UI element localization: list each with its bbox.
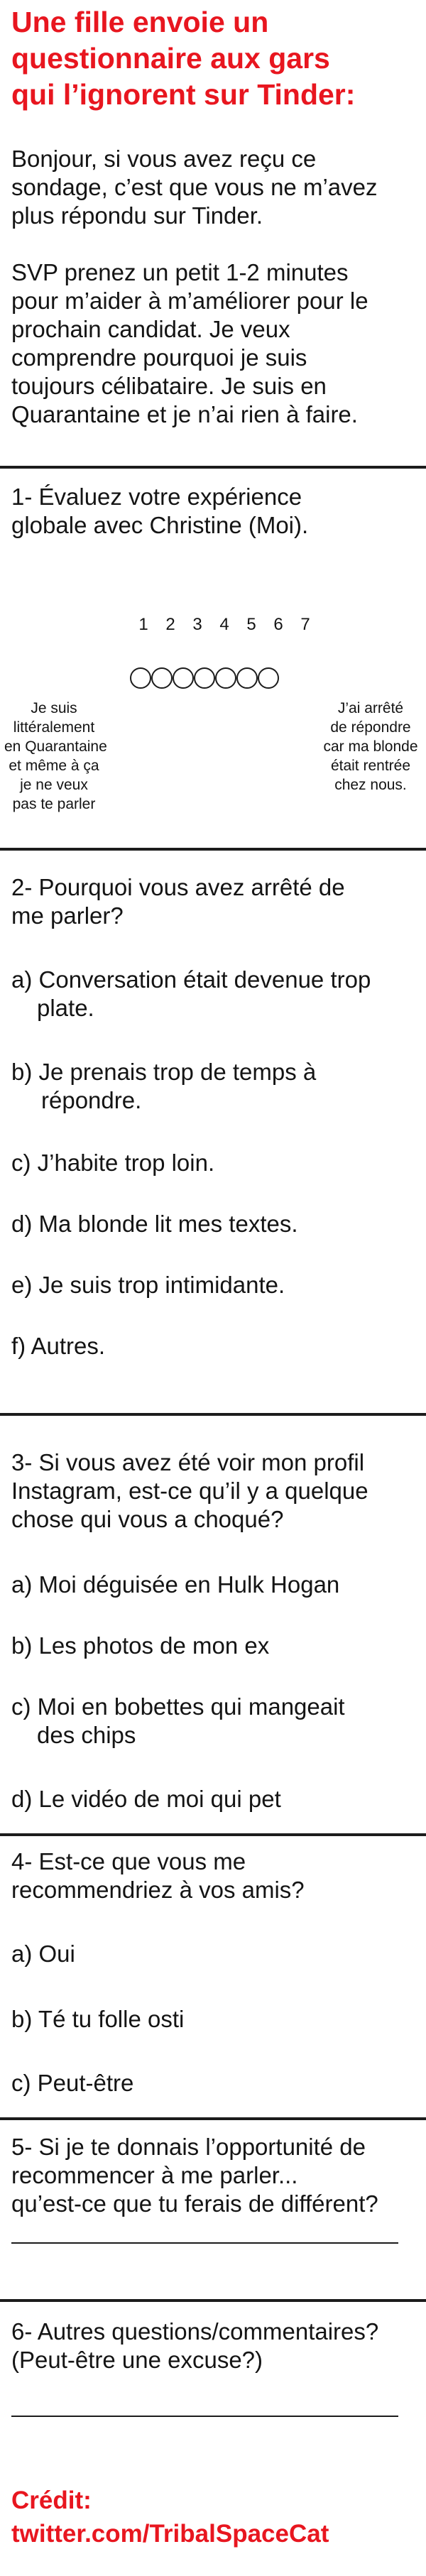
q2-option-f[interactable] [11, 1332, 105, 1360]
anchor-line: je ne veux [20, 777, 88, 793]
option-line: d) Le vidéo de moi qui pet [11, 1786, 281, 1812]
option-line: a) Conversation était devenue trop [11, 966, 371, 993]
section-divider [0, 848, 426, 851]
rating-circle-2[interactable] [151, 667, 173, 689]
anchor-line: pas te parler [12, 796, 96, 812]
question-line: 1- Évaluez votre expérience [11, 484, 302, 510]
anchor-line: et même à ça [9, 758, 99, 774]
rating-circle-4[interactable] [194, 667, 215, 689]
q2-option-c[interactable] [11, 1149, 214, 1177]
q6-answer-line[interactable] [11, 2416, 398, 2417]
question-line: qu’est-ce que tu ferais de différent? [11, 2190, 378, 2217]
question-line: me parler? [11, 902, 124, 929]
q3-option-a[interactable] [11, 1571, 339, 1599]
question-line: recommencer à me parler... [11, 2162, 298, 2188]
option-line: c) Peut-être [11, 2070, 134, 2096]
option-line: répondre. [41, 1087, 142, 1113]
rating-circle-7[interactable] [258, 667, 279, 689]
question-line: globale avec Christine (Moi). [11, 512, 309, 538]
anchor-line: J’ai arrêté [337, 700, 404, 716]
question-line: chose qui vous a choqué? [11, 1506, 284, 1532]
option-line: d) Ma blonde lit mes textes. [11, 1211, 298, 1237]
q2-option-b[interactable] [11, 1058, 316, 1115]
q2-option-a[interactable] [11, 966, 371, 1022]
anchor-line: de répondre [330, 719, 411, 736]
intro-line: prochain candidat. Je veux [11, 316, 290, 342]
scale-number-3: 3 [192, 615, 202, 634]
section-divider [0, 466, 426, 469]
anchor-line: littéralement [13, 719, 95, 736]
question-line: 6- Autres questions/commentaires? [11, 2318, 379, 2345]
scale-number-6: 6 [273, 615, 283, 634]
question-6-text [11, 2318, 378, 2374]
anchor-line: en Quarantaine [4, 738, 107, 755]
intro-line: Bonjour, si vous avez reçu ce [11, 146, 317, 172]
option-line: a) Oui [11, 1941, 75, 1967]
q3-option-d[interactable] [11, 1785, 281, 1813]
title-line: questionnaire aux gars [11, 42, 330, 75]
scale-number-1: 1 [138, 615, 148, 634]
option-line: b) Té tu folle osti [11, 2006, 185, 2032]
rating-circle-3[interactable] [173, 667, 194, 689]
question-line: 5- Si je te donnais l’opportunité de [11, 2134, 366, 2160]
rating-circle-5[interactable] [215, 667, 236, 689]
question-2-text [11, 873, 345, 930]
section-divider [0, 2299, 426, 2302]
question-4-text [11, 1848, 305, 1904]
credit-label: Crédit: [11, 2487, 92, 2514]
section-divider [0, 1833, 426, 1836]
anchor-line: était rentrée [330, 758, 411, 774]
question-line: 2- Pourquoi vous avez arrêté de [11, 874, 345, 900]
question-3-text [11, 1448, 368, 1534]
option-line: b) Les photos de mon ex [11, 1632, 270, 1659]
page-title [11, 4, 420, 113]
scale-number-2: 2 [165, 615, 175, 634]
anchor-line: chez nous. [334, 777, 407, 793]
q4-option-a[interactable] [11, 1940, 75, 1968]
rating-scale-numbers [0, 612, 426, 638]
question-line: recommendriez à vos amis? [11, 1877, 305, 1903]
scale-number-7: 7 [300, 615, 310, 634]
intro-line: toujours célibataire. Je suis en [11, 373, 327, 399]
question-line: Instagram, est-ce qu’il y a quelque [11, 1478, 368, 1504]
title-line: Une fille envoie un [11, 6, 269, 38]
question-5-text [11, 2133, 378, 2218]
q2-option-d[interactable] [11, 1210, 298, 1238]
option-line: b) Je prenais trop de temps à [11, 1059, 317, 1085]
credit-block [11, 2484, 329, 2550]
option-line: c) J’habite trop loin. [11, 1150, 215, 1176]
question-1-text [11, 483, 308, 540]
rating-circle-6[interactable] [236, 667, 258, 689]
section-divider [0, 1413, 426, 1416]
intro-line: Quarantaine et je n’ai rien à faire. [11, 401, 358, 427]
credit-handle-link[interactable]: twitter.com/TribalSpaceCat [11, 2520, 329, 2548]
q3-option-c[interactable] [11, 1693, 345, 1750]
scale-number-4: 4 [219, 615, 229, 634]
option-line: c) Moi en bobettes qui mangeait [11, 1693, 345, 1720]
intro-line: plus répondu sur Tinder. [11, 202, 263, 229]
rating-circle-1[interactable] [130, 667, 151, 689]
q5-answer-line[interactable] [11, 2242, 398, 2244]
anchor-line: car ma blonde [323, 738, 418, 755]
title-line: qui l’ignorent sur Tinder: [11, 78, 356, 111]
anchor-line: Je suis [31, 700, 77, 716]
q2-option-e[interactable] [11, 1271, 285, 1299]
intro-line: pour m’aider à m’améliorer pour le [11, 288, 368, 314]
q4-option-c[interactable] [11, 2069, 133, 2097]
scale-number-5: 5 [246, 615, 256, 634]
question-line: 4- Est-ce que vous me [11, 1848, 246, 1874]
scale-high-anchor-label [321, 699, 420, 795]
option-line: des chips [37, 1722, 136, 1748]
scale-low-anchor-label [4, 699, 107, 814]
intro-text [11, 145, 420, 429]
q3-option-b[interactable] [11, 1632, 269, 1660]
section-divider [0, 2117, 426, 2120]
intro-line: SVP prenez un petit 1-2 minutes [11, 259, 349, 285]
intro-line: comprendre pourquoi je suis [11, 344, 307, 371]
option-line: e) Je suis trop intimidante. [11, 1272, 285, 1298]
q4-option-b[interactable] [11, 2005, 184, 2034]
intro-line: sondage, c’est que vous ne m’avez [11, 174, 378, 200]
question-line: 3- Si vous avez été voir mon profil [11, 1449, 365, 1475]
option-line: f) Autres. [11, 1333, 106, 1359]
option-line: a) Moi déguisée en Hulk Hogan [11, 1571, 340, 1598]
question-line: (Peut-être une excuse?) [11, 2347, 263, 2373]
option-line: plate. [37, 995, 94, 1021]
